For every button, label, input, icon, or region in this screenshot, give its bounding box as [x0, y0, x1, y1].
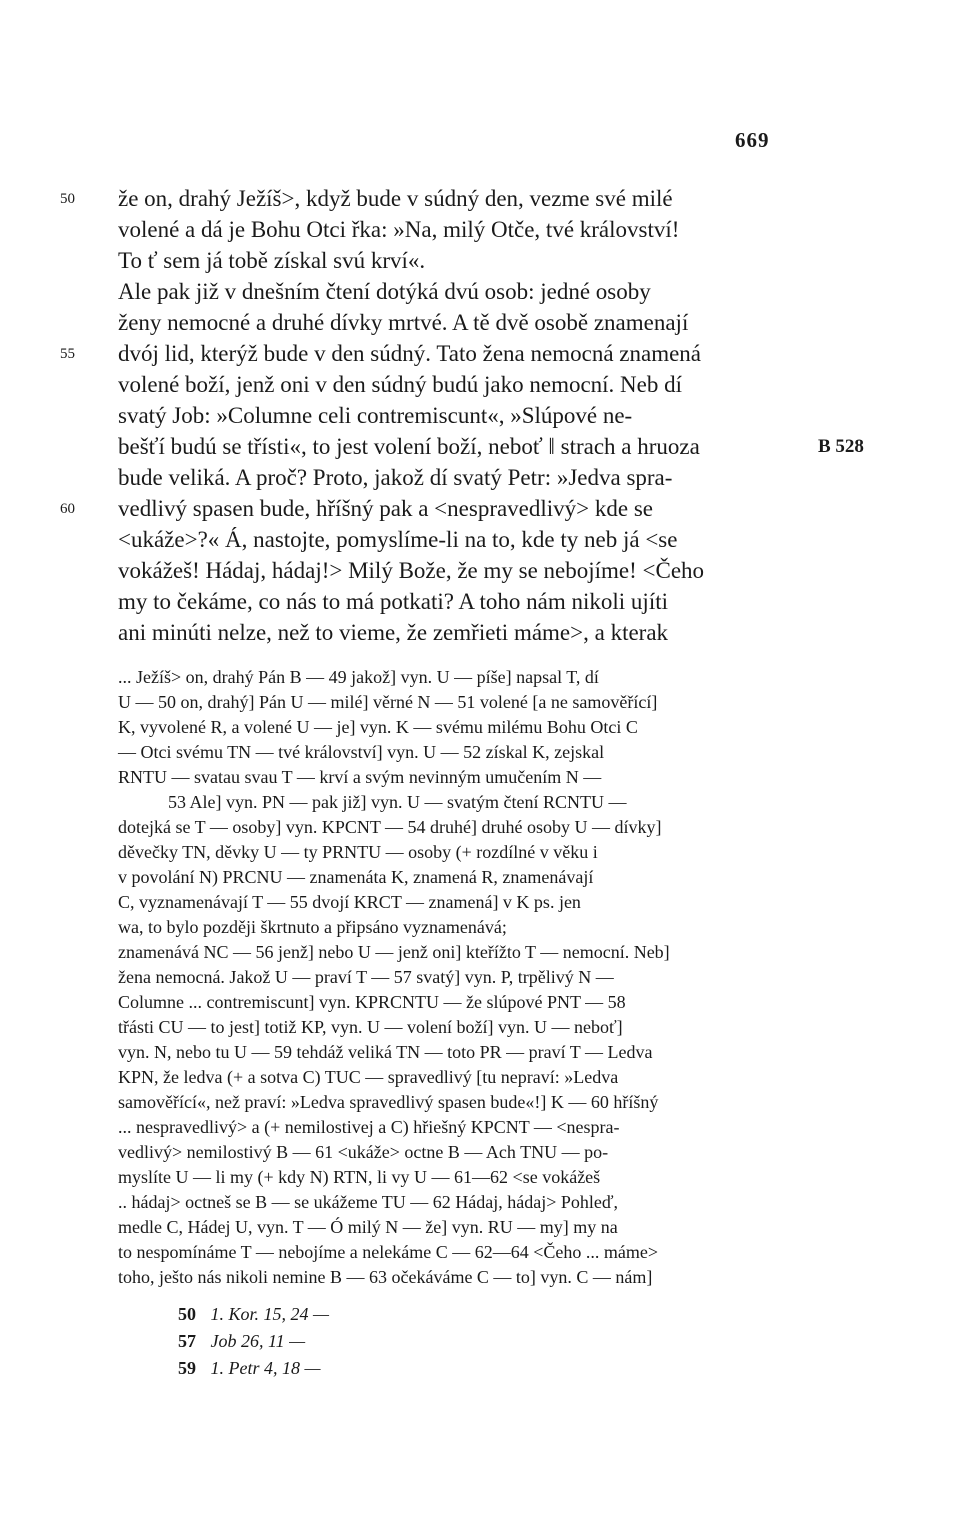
main-line: dvój lid, kterýž bude v den súdný. Tato žena nemocná znamená: [118, 341, 701, 366]
reference-verse-number: 59: [178, 1358, 196, 1378]
apparatus-line: v povolání N) PRCNU — znamenáta K, znamená R, znamenávají: [118, 867, 594, 887]
apparatus-line: K, vyvolené R, a volené U — je] vyn. K — svému milému Bohu Otci C: [118, 717, 638, 737]
margin-ref: B 528: [818, 436, 864, 457]
reference-verse-number: 57: [178, 1331, 196, 1351]
apparatus-line: dotejká se T — osoby] vyn. KPCNT — 54 druhé] druhé osoby U — dívky]: [118, 817, 662, 837]
apparatus-line: medle C, Hádej U, vyn. T — Ó milý N — že] vyn. RU — my] my na: [118, 1217, 618, 1237]
apparatus-line: 53 Ale] vyn. PN — pak již] vyn. U — svatým čtení RCNTU —: [168, 792, 627, 812]
apparatus-line: samověřící«, než praví: »Ledva spravedlivý spasen bude«!] K — 60 hříšný: [118, 1092, 659, 1112]
apparatus-line: znamenává NC — 56 jenž] nebo U — jenž oni] kteřížto T — nemocní. Neb]: [118, 942, 670, 962]
apparatus-line: to nespomínáme T — nebojíme a nelekáme C — 62—64 <Čeho ... máme>: [118, 1242, 659, 1262]
apparatus-line: vyn. N, nebo tu U — 59 tehdáž veliká TN — toto PR — praví T — Ledva: [118, 1042, 653, 1062]
apparatus-line: KPN, že ledva (+ a sotva C) TUC — spravedlivý [tu nepraví: »Ledva: [118, 1067, 619, 1087]
reference-citation: 1. Kor. 15, 24 —: [210, 1304, 330, 1324]
main-line: my to čekáme, co nás to má potkati? A toho nám nikoli ujíti: [118, 589, 668, 614]
line-number: 55: [60, 346, 75, 362]
main-line: vedlivý spasen bude, hříšný pak a <nespravedlivý> kde se: [118, 496, 654, 521]
apparatus-line: Columne ... contremiscunt] vyn. KPRCNTU — že slúpové PNT — 58: [118, 992, 626, 1012]
apparatus-line: žena nemocná. Jakož U — praví T — 57 svatý] vyn. P, trpělivý N —: [118, 967, 614, 987]
apparatus-line: myslíte U — li my (+ kdy N) RTN, li vy U — 61—62 <se vokážeš: [118, 1167, 601, 1187]
apparatus-line: C, vyznamenávají T — 55 dvojí KRCT — znamená] v K ps. jen: [118, 892, 581, 912]
reference-verse-number: 50: [178, 1304, 196, 1324]
reference-line: [178, 1301, 329, 1327]
apparatus-line: RNTU — svatau svau T — krví a svým nevinným umučením N —: [118, 767, 602, 787]
main-line: svatý Job: »Columne celi contremiscunt«, »Slúpové ne-: [118, 403, 633, 428]
apparatus-line: — Otci svému TN — tvé království] vyn. U — 52 získal K, zejskal: [118, 742, 605, 762]
reference-line: [178, 1328, 305, 1354]
main-line: To ť sem já tobě získal svú krví«.: [118, 248, 426, 273]
main-line: bude veliká. A proč? Proto, jakož dí svatý Petr: »Jedva spra-: [118, 465, 673, 490]
main-line: volené a dá je Bohu Otci řka: »Na, milý Otče, tvé království!: [118, 217, 680, 242]
main-line: Ale pak již v dnešním čtení dotýká dvú osob: jedné osoby: [118, 279, 651, 304]
main-line: volené boží, jenž oni v den súdný budú jako nemocní. Neb dí: [118, 372, 683, 397]
apparatus-line: ... Ježíš> on, drahý Pán B — 49 jakož] vyn. U — píše] napsal T, dí: [118, 667, 599, 687]
main-line: ženy nemocné a druhé dívky mrtvé. A tě dvě osobě znamenají: [118, 310, 689, 335]
line-number: 60: [60, 501, 75, 517]
main-line: vokážeš! Hádaj, hádaj!> Milý Bože, že my se nebojíme! <Čeho: [118, 558, 705, 583]
reference-line: [178, 1355, 321, 1381]
apparatus-line: U — 50 on, drahý] Pán U — milé] věrné N — 51 volené [a ne samověřící]: [118, 692, 658, 712]
reference-citation: 1. Petr 4, 18 —: [210, 1358, 321, 1378]
apparatus-line: wa, to bylo později škrtnuto a připsáno vyznamenává;: [118, 917, 507, 937]
main-line: bešťí budú se třísti«, to jest volení boží, neboť ‖ strach a hruoza: [118, 434, 700, 459]
reference-citation: Job 26, 11 —: [210, 1331, 306, 1351]
apparatus-line: vedlivý> nemilostivý B — 61 <ukáže> octne B — Ach TNU — po-: [118, 1142, 609, 1162]
main-line: že on, drahý Ježíš>, když bude v súdný den, vezme své milé: [118, 186, 673, 211]
main-line: <ukáže>?« Á, nastojte, pomyslíme-li na to, kde ty neb já <se: [118, 527, 678, 552]
line-number: 50: [60, 191, 75, 207]
apparatus-line: děvečky TN, děvky U — ty PRNTU — osoby (+ rozdílné v věku i: [118, 842, 598, 862]
apparatus-line: ... nespravedlivý> a (+ nemilostivej a C) hřiešný KPCNT — <nespra-: [118, 1117, 620, 1137]
apparatus-line: třásti CU — to jest] totiž KP, vyn. U — volení boží] vyn. U — neboť]: [118, 1017, 623, 1037]
apparatus-line: .. hádaj> octneš se B — se ukážeme TU — 62 Hádaj, hádaj> Pohleď,: [118, 1192, 618, 1212]
page-number: 669: [735, 128, 770, 152]
apparatus-line: toho, ješto nás nikoli nemine B — 63 očekáváme C — to] vyn. C — nám]: [118, 1267, 653, 1287]
main-line: ani minúti nelze, než to vieme, že zemřieti máme>, a kterak: [118, 620, 669, 645]
